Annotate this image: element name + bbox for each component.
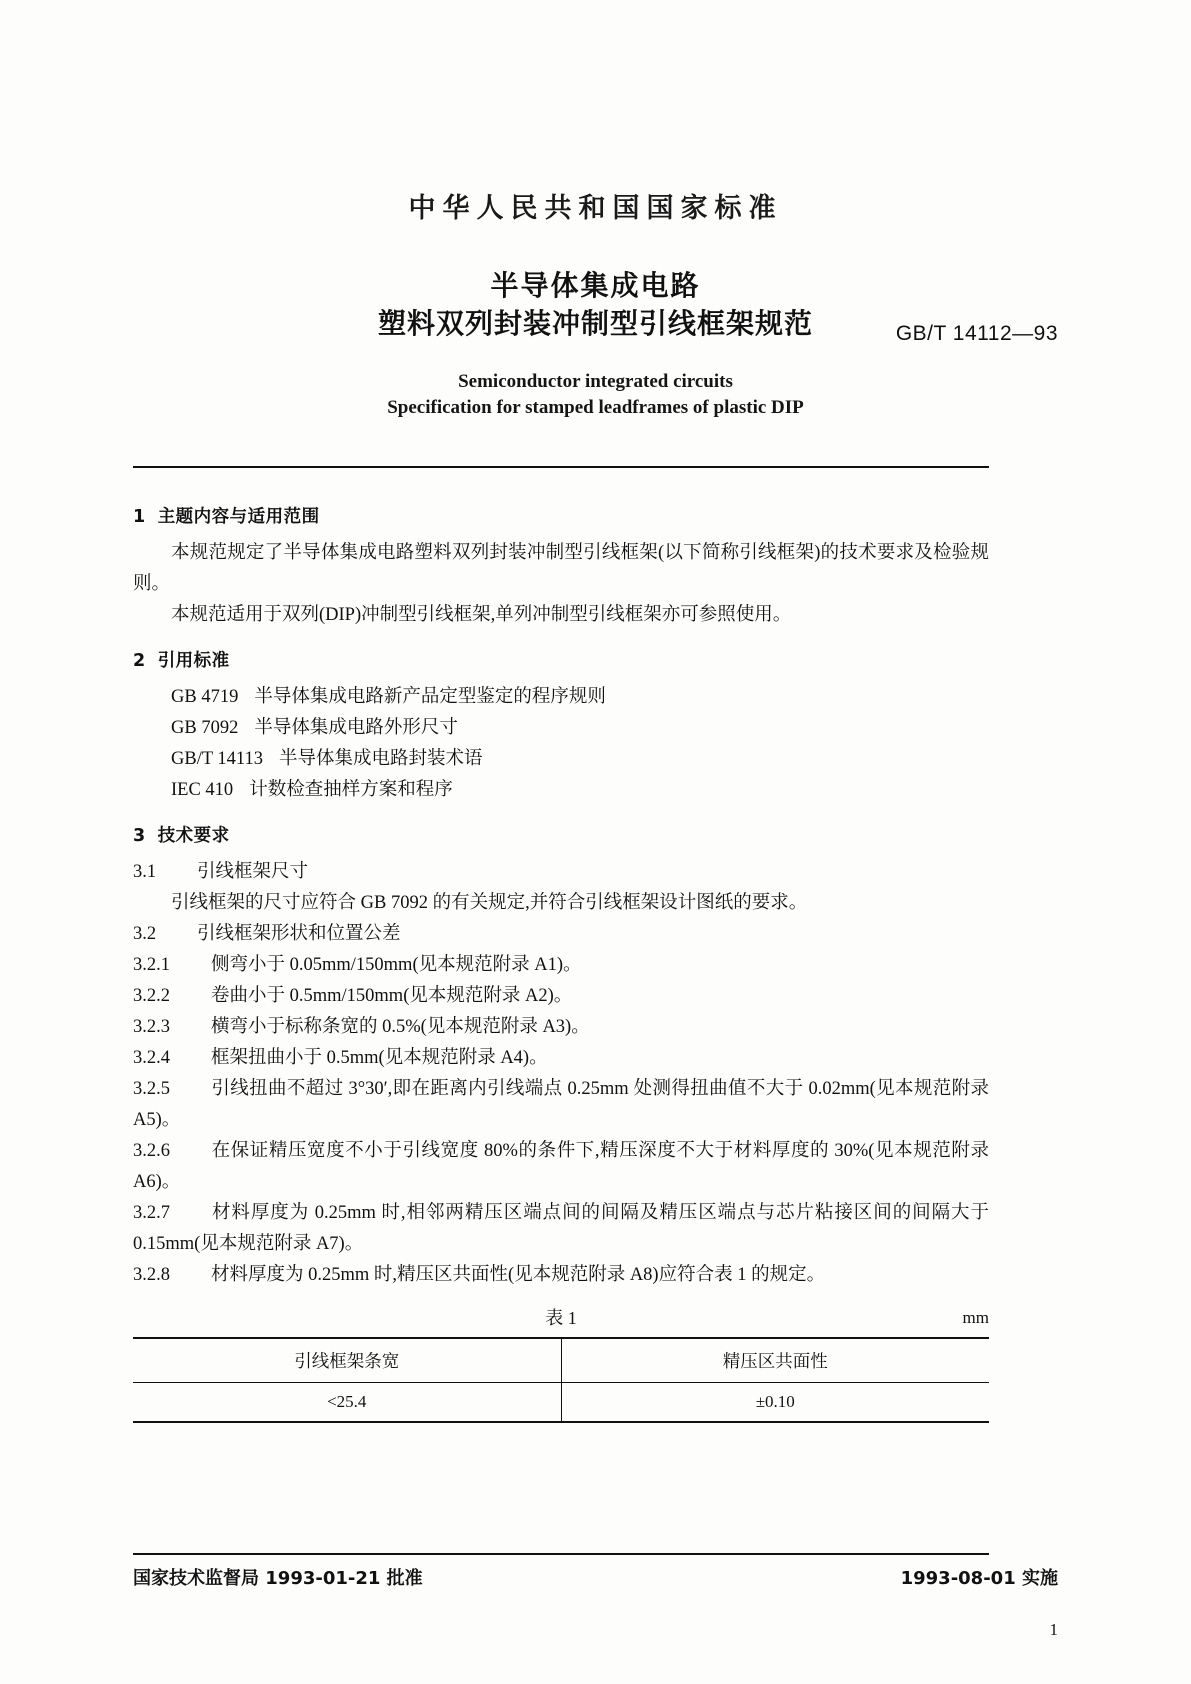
clause-3-2-label: 引线框架形状和位置公差	[197, 924, 401, 944]
list-item	[133, 775, 989, 806]
english-title-line-1: Semiconductor integrated circuits	[458, 371, 733, 392]
list-item	[133, 713, 989, 744]
section-heading-1	[133, 503, 989, 528]
table-header-row	[133, 1338, 989, 1383]
section-heading-3	[133, 822, 989, 847]
reference-code: IEC 410	[171, 780, 234, 800]
clause-3-2-heading	[133, 919, 989, 950]
clause-number: 3.2.6	[133, 1141, 170, 1161]
clause-3-2-3	[133, 1012, 989, 1043]
table-1-header-col-2: 精压区共面性	[561, 1338, 989, 1383]
clause-3-1-label: 引线框架尺寸	[197, 862, 309, 882]
page-number: 1	[1049, 1620, 1058, 1639]
clause-number: 3.2.2	[133, 986, 170, 1006]
standard-number: GB/T 14112—93	[895, 322, 1058, 345]
clause-text: 侧弯小于 0.05mm/150mm(见本规范附录 A1)。	[211, 955, 582, 975]
clause-3-2-2	[133, 981, 989, 1012]
table-1-unit: mm	[962, 1308, 989, 1327]
document-body	[133, 487, 989, 1423]
document-title-line-1: 半导体集成电路	[490, 269, 701, 302]
table-1-block	[133, 1305, 989, 1423]
reference-title: 计数检查抽样方案和程序	[249, 780, 453, 800]
section-2-number: 2	[133, 651, 146, 671]
table-1-caption-row	[133, 1305, 989, 1331]
section-1-paragraph-1: 本规范规定了半导体集成电路塑料双列封装冲制型引线框架(以下简称引线框架)的技术要求及检验规则。	[133, 543, 989, 594]
clause-number: 3.2.8	[133, 1265, 170, 1285]
clause-text: 卷曲小于 0.5mm/150mm(见本规范附录 A2)。	[211, 986, 573, 1006]
reference-title: 半导体集成电路外形尺寸	[254, 718, 458, 738]
footer-effective-text: 1993-08-01 实施	[900, 1568, 1058, 1589]
clause-text: 引线扭曲不超过 3°30′,即在距离内引线端点 0.25mm 处测得扭曲值不大于 0.02mm(见本规范附录 A5)。	[133, 1079, 989, 1130]
header-divider-rule	[133, 466, 989, 468]
footer-divider-rule	[133, 1553, 989, 1555]
section-heading-2	[133, 647, 989, 672]
list-item	[133, 744, 989, 775]
table-1-body	[133, 1383, 989, 1423]
clause-number: 3.2.3	[133, 1017, 170, 1037]
clause-3-1-heading	[133, 857, 989, 888]
table-1-cell-width: <25.4	[327, 1392, 367, 1411]
reference-code: GB/T 14113	[171, 749, 263, 769]
footer-approval-text: 国家技术监督局 1993-01-21 批准	[133, 1568, 423, 1589]
clause-3-2-1	[133, 950, 989, 981]
reference-code: GB 7092	[171, 718, 239, 738]
clause-text: 框架扭曲小于 0.5mm(见本规范附录 A4)。	[211, 1048, 548, 1068]
clause-3-2-5	[133, 1074, 989, 1136]
table-1-caption: 表 1	[545, 1308, 577, 1328]
clause-number: 3.2.5	[133, 1079, 170, 1099]
clause-3-2-7	[133, 1198, 989, 1260]
national-standard-title: 中华人民共和国国家标准	[408, 193, 783, 224]
clause-number: 3.2.1	[133, 955, 170, 975]
reference-title: 半导体集成电路新产品定型鉴定的程序规则	[254, 687, 606, 707]
clause-number: 3.2.7	[133, 1203, 170, 1223]
referenced-standards-list	[133, 682, 989, 806]
document-title-line-2: 塑料双列封装冲制型引线框架规范	[377, 307, 813, 340]
clause-3-2-8	[133, 1260, 989, 1291]
clause-text: 横弯小于标称条宽的 0.5%(见本规范附录 A3)。	[211, 1017, 590, 1037]
clause-3-2-6	[133, 1136, 989, 1198]
clause-text: 材料厚度为 0.25mm 时,精压区共面性(见本规范附录 A8)应符合表 1 的规定。	[211, 1265, 826, 1285]
clause-3-2-4	[133, 1043, 989, 1074]
table-1-cell-coplanarity: ±0.10	[561, 1383, 989, 1423]
section-3-number: 3	[133, 826, 146, 846]
clause-3-2-number: 3.2	[133, 924, 157, 944]
clause-number: 3.2.4	[133, 1048, 170, 1068]
section-2-label: 引用标准	[157, 651, 230, 671]
clause-3-1-number: 3.1	[133, 862, 157, 882]
clause-text: 在保证精压宽度不小于引线宽度 80%的条件下,精压深度不大于材料厚度的 30%(见本规范附录 A6)。	[133, 1141, 989, 1192]
table-row	[133, 1383, 989, 1423]
list-item	[133, 682, 989, 713]
table-1	[133, 1337, 989, 1423]
section-1-number: 1	[133, 507, 146, 527]
section-1-paragraph-2: 本规范适用于双列(DIP)冲制型引线框架,单列冲制型引线框架亦可参照使用。	[171, 605, 792, 625]
table-1-head	[133, 1338, 989, 1383]
table-1-header-col-1: 引线框架条宽	[294, 1351, 400, 1371]
clause-text: 材料厚度为 0.25mm 时,相邻两精压区端点间的间隔及精压区端点与芯片粘接区间的间隔大于 0.15mm(见本规范附录 A7)。	[133, 1203, 989, 1254]
section-1-label: 主题内容与适用范围	[157, 507, 320, 527]
reference-title: 半导体集成电路封装术语	[279, 749, 483, 769]
section-3-label: 技术要求	[157, 826, 230, 846]
clause-3-1-text: 引线框架的尺寸应符合 GB 7092 的有关规定,并符合引线框架设计图纸的要求。	[171, 893, 808, 913]
english-title-line-2: Specification for stamped leadframes of plastic DIP	[387, 397, 804, 418]
reference-code: GB 4719	[171, 687, 239, 707]
